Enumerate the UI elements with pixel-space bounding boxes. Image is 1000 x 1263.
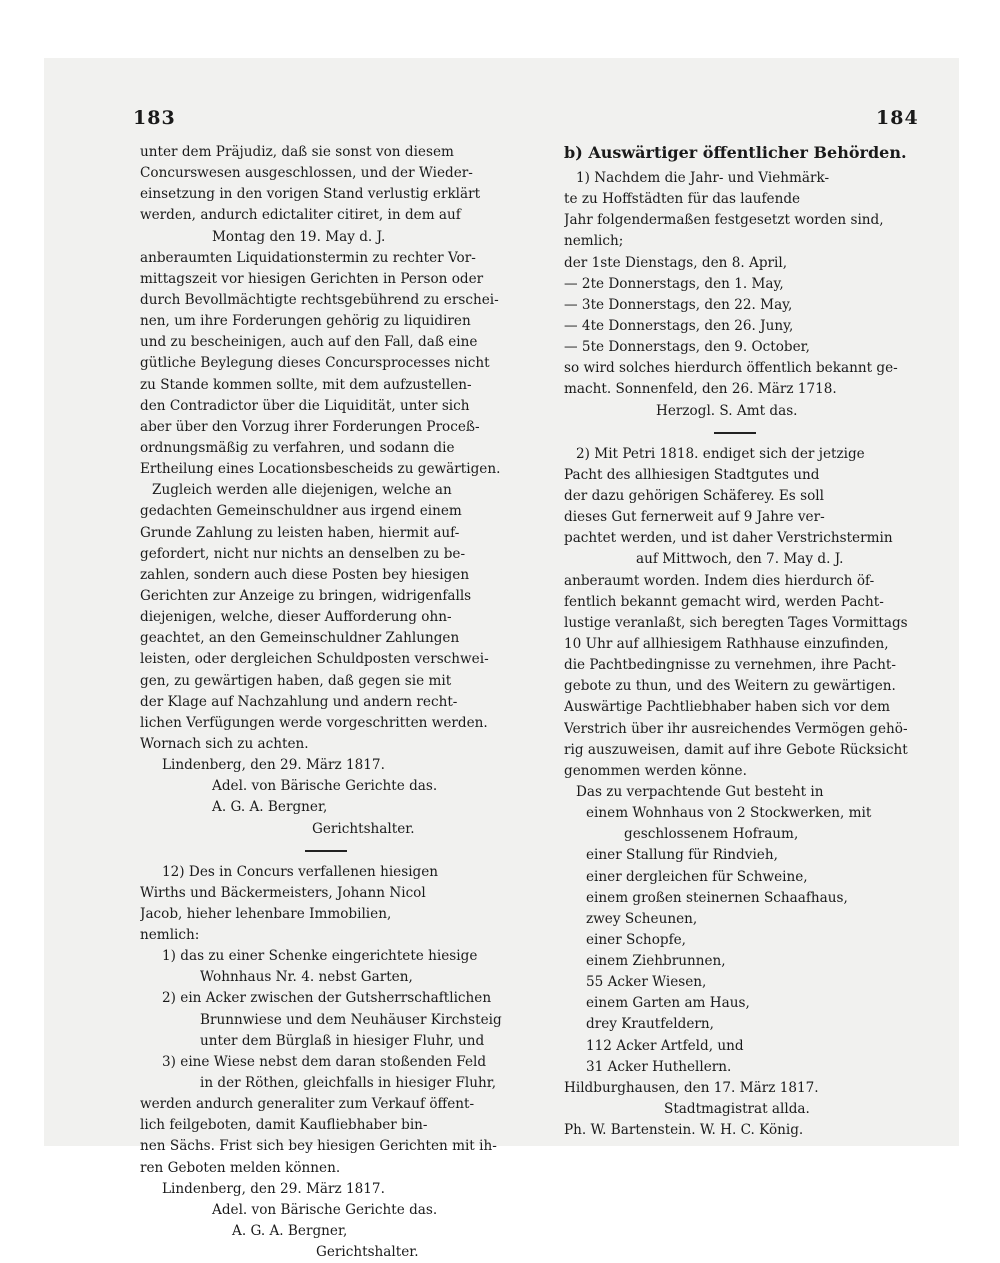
text-line: gefordert, nicht nur nichts an denselben zu be-	[140, 545, 466, 562]
text-line: der dazu gehörigen Schäferey. Es soll	[564, 487, 824, 504]
inventory-item: einem großen steinernen Schaafhaus,	[586, 889, 848, 906]
list-item: 3) eine Wiese nebst dem daran stoßenden Feld	[162, 1053, 487, 1070]
text-line: ren Geboten melden können.	[140, 1159, 341, 1176]
text-line: Das zu verpachtende Gut besteht in	[576, 783, 824, 800]
text-line: Auswärtige Pachtliebhaber haben sich vor dem	[564, 699, 891, 716]
inventory-item: zwey Scheunen,	[586, 910, 698, 927]
date-list-item: der 1ste Dienstags, den 8. April,	[564, 254, 788, 271]
text-line: Jacob, hieher lehenbare Immobilien,	[140, 905, 392, 922]
text-line: werden, andurch edictaliter citiret, in dem auf	[140, 207, 461, 224]
inventory-item: einer Schopfe,	[586, 931, 686, 948]
place-date-line: Lindenberg, den 29. März 1817.	[162, 1180, 385, 1197]
text-line: lich feilgeboten, damit Kaufliebhaber bin-	[140, 1117, 428, 1134]
inventory-item: einem Wohnhaus von 2 Stockwerken, mit	[586, 805, 872, 822]
inventory-item: einem Ziehbrunnen,	[586, 953, 726, 970]
list-item: 2) ein Acker zwischen der Gutsherrschaftlichen	[162, 990, 492, 1007]
authority-line: Stadtmagistrat allda.	[664, 1101, 810, 1118]
text-line: lichen Verfügungen werde vorgeschritten werden.	[140, 714, 488, 731]
text-line: gen, zu gewärtigen haben, daß gegen sie mit	[140, 672, 452, 689]
text-line: einsetzung in den vorigen Stand verlustig erklärt	[140, 186, 481, 203]
signature-name: A. G. A. Bergner,	[232, 1223, 348, 1240]
date-list-item: — 3te Donnerstags, den 22. May,	[564, 296, 793, 313]
list-item: 1) das zu einer Schenke eingerichtete hiesige	[162, 948, 478, 965]
inventory-item: drey Krautfeldern,	[586, 1016, 714, 1033]
text-line: Concurswesen ausgeschlossen, und der Wieder-	[140, 165, 473, 182]
text-line: gebote zu thun, und des Weitern zu gewärtigen.	[564, 678, 896, 695]
text-line: geachtet, an den Gemeinschuldner Zahlungen	[140, 630, 460, 647]
inventory-item: 112 Acker Artfeld, und	[586, 1037, 744, 1054]
text-line: den Contradictor über die Liquidität, unter sich	[140, 397, 470, 414]
place-date-line: Lindenberg, den 29. März 1817.	[162, 757, 385, 774]
text-line: unter dem Präjudiz, daß sie sonst von diesem	[140, 144, 454, 160]
place-date-line: Hildburghausen, den 17. März 1817.	[564, 1079, 819, 1096]
inventory-item: einer Stallung für Rindvieh,	[586, 847, 778, 864]
text-line: 2) Mit Petri 1818. endiget sich der jetzige	[576, 445, 865, 462]
text-line: gedachten Gemeinschuldner aus irgend einem	[140, 503, 462, 520]
text-line: lustige veranlaßt, sich beregten Tages Vormittags	[564, 614, 908, 631]
text-line: fentlich bekannt gemacht wird, werden Pacht-	[564, 593, 884, 610]
text-line: die Pachtbedingnisse zu vernehmen, ihre Pacht-	[564, 657, 896, 674]
text-line: Gerichten zur Anzeige zu bringen, widrigenfalls	[140, 587, 472, 604]
text-line: dieses Gut fernerweit auf 9 Jahre ver-	[564, 509, 825, 526]
inventory-item: einem Garten am Haus,	[586, 995, 750, 1012]
list-item: Brunnwiese und dem Neuhäuser Kirchsteig	[200, 1011, 502, 1028]
inventory-item: 55 Acker Wiesen,	[586, 974, 707, 991]
text-line: Wirths und Bäckermeisters, Johann Nicol	[140, 884, 426, 901]
authority-line: Herzogl. S. Amt das.	[656, 402, 798, 419]
page-number-right: 184	[876, 107, 919, 129]
text-line: Jahr folgendermaßen festgesetzt worden sind,	[564, 212, 884, 229]
text-line: leisten, oder dergleichen Schuldposten verschwei-	[140, 651, 489, 668]
text-line: mittagszeit vor hiesigen Gerichten in Person oder	[140, 270, 484, 287]
text-line: rig auszuweisen, damit auf ihre Gebote Rücksicht	[564, 741, 908, 758]
section-separator	[140, 840, 518, 862]
text-line: Verstrich über ihr ausreichendes Vermögen gehö-	[564, 720, 908, 737]
text-line: nemlich:	[140, 927, 200, 944]
inventory-item: geschlossenem Hofraum,	[624, 826, 799, 843]
inventory-item: einer dergleichen für Schweine,	[586, 868, 808, 885]
text-line: 12) Des in Concurs verfallenen hiesigen	[162, 863, 439, 880]
date-list-item: — 4te Donnerstags, den 26. Juny,	[564, 317, 794, 334]
list-item: Wohnhaus Nr. 4. nebst Garten,	[200, 969, 413, 986]
text-line: Ertheilung eines Locationsbescheids zu gewärtigen.	[140, 461, 501, 478]
section-heading: b) Auswärtiger öffentlicher Behörden.	[564, 143, 907, 162]
text-line: nen Sächs. Frist sich bey hiesigen Gerichten mit ih-	[140, 1138, 497, 1155]
text-line: zu Stande kommen sollte, mit dem aufzustellen-	[140, 376, 472, 393]
text-line: und zu bescheinigen, auch auf den Fall, daß eine	[140, 334, 478, 351]
list-item: unter dem Bürglaß in hiesiger Fluhr, und	[200, 1032, 485, 1049]
right-column	[564, 142, 916, 1141]
text-line: zahlen, sondern auch diese Posten bey hiesigen	[140, 566, 470, 583]
signatures-line: Ph. W. Bartenstein. W. H. C. König.	[564, 1122, 804, 1139]
signature-title: Gerichtshalter.	[316, 1244, 419, 1261]
text-line: Grunde Zahlung zu leisten haben, hiermit auf-	[140, 524, 460, 541]
page-number-left: 183	[133, 107, 176, 129]
date-list-item: — 2te Donnerstags, den 1. May,	[564, 275, 784, 292]
date-line: auf Mittwoch, den 7. May d. J.	[636, 551, 844, 568]
text-line: 10 Uhr auf allhiesigem Rathhause einzufinden,	[564, 635, 889, 652]
signature-name: A. G. A. Bergner,	[212, 799, 328, 816]
date-line: Montag den 19. May d. J.	[212, 228, 386, 245]
section-separator	[564, 422, 916, 444]
text-line: nemlich;	[564, 233, 624, 250]
text-line: gütliche Beylegung dieses Concursprocesses nicht	[140, 355, 490, 372]
text-line: anberaumt worden. Indem dies hierdurch öf-	[564, 572, 875, 589]
text-line: ordnungsmäßig zu verfahren, und sodann die	[140, 439, 455, 456]
text-line: macht. Sonnenfeld, den 26. März 1718.	[564, 381, 837, 398]
text-line: durch Bevollmächtigte rechtsgebührend zu erschei-	[140, 291, 499, 308]
text-line: der Klage auf Nachzahlung und andern recht-	[140, 693, 458, 710]
text-line: Zugleich werden alle diejenigen, welche an	[152, 482, 452, 499]
inventory-item: 31 Acker Huthellern.	[586, 1058, 732, 1075]
text-line: werden andurch generaliter zum Verkauf öffent-	[140, 1096, 475, 1113]
text-line: genommen werden könne.	[564, 762, 747, 779]
signature-title: Gerichtshalter.	[312, 820, 415, 837]
text-line: diejenigen, welche, dieser Aufforderung ohn-	[140, 609, 452, 626]
text-line: te zu Hoffstädten für das laufende	[564, 191, 801, 208]
left-column	[140, 142, 518, 1263]
text-line: nen, um ihre Forderungen gehörig zu liquidiren	[140, 313, 471, 330]
text-line: 1) Nachdem die Jahr- und Viehmärk-	[576, 170, 830, 186]
text-line: pachtet werden, und ist daher Verstrichstermin	[564, 530, 893, 547]
text-line: Pacht des allhiesigen Stadtgutes und	[564, 466, 820, 483]
authority-line: Adel. von Bärische Gerichte das.	[212, 778, 438, 795]
date-list-item: — 5te Donnerstags, den 9. October,	[564, 339, 810, 356]
authority-line: Adel. von Bärische Gerichte das.	[212, 1201, 438, 1218]
text-line: aber über den Vorzug ihrer Forderungen Proceß-	[140, 418, 480, 435]
text-line: anberaumten Liquidationstermin zu rechter Vor-	[140, 249, 476, 266]
list-item: in der Röthen, gleichfalls in hiesiger Fluhr,	[200, 1075, 497, 1092]
text-line: so wird solches hierdurch öffentlich bekannt ge-	[564, 360, 898, 377]
text-line: Wornach sich zu achten.	[140, 735, 309, 752]
